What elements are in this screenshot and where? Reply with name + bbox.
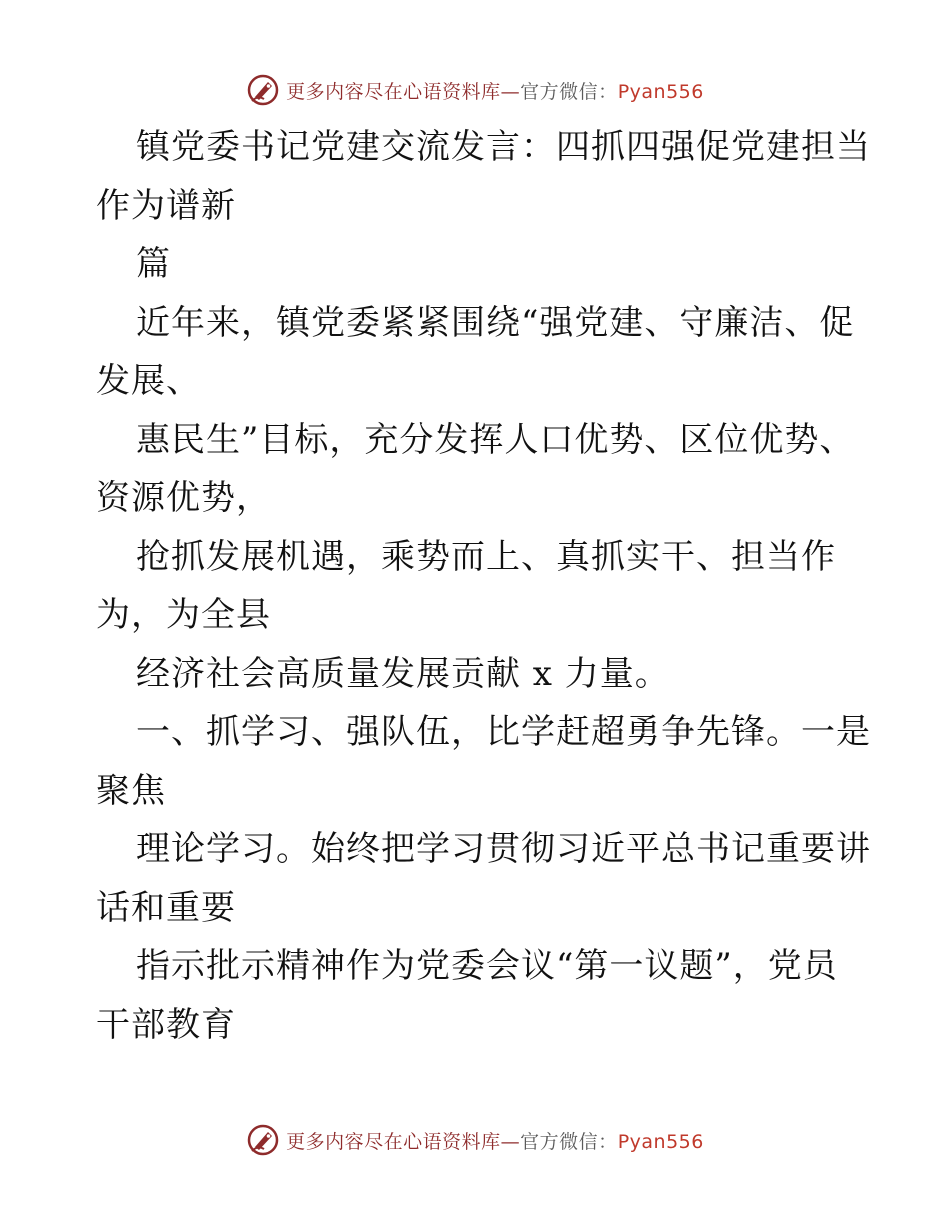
- watermark-handle: Pyan556: [617, 80, 704, 103]
- watermark-label: 官方微信：: [520, 1130, 618, 1153]
- header-watermark: [0, 70, 950, 110]
- watermark-separator: —: [500, 80, 521, 103]
- paragraph-line: 为，为全县: [96, 595, 271, 635]
- paragraph-line: 干部教育: [96, 1004, 236, 1045]
- document-title-line-1: 镇党委书记党建交流发言：四抓四强促党建担当: [136, 127, 871, 167]
- pen-nib-logo-icon: [246, 73, 280, 107]
- paragraph-line: 话和重要: [96, 887, 236, 928]
- paragraph-line: 发展、: [96, 361, 201, 401]
- watermark-label: 官方微信：: [520, 80, 618, 103]
- watermark-handle: Pyan556: [617, 1130, 704, 1153]
- footer-watermark: [0, 1120, 950, 1160]
- paragraph-line: 经济社会高质量发展贡献 x 力量。: [136, 653, 670, 694]
- document-body: [96, 118, 871, 1054]
- paragraph-line: 抢抓发展机遇，乘势而上、真抓实干、担当作: [136, 536, 836, 577]
- paragraph-line: 聚焦: [96, 770, 166, 811]
- paragraph-line: 指示批示精神作为党委会议“第一议题”，党员: [136, 946, 838, 986]
- section-heading-line: 一、抓学习、强队伍，比学赶超勇争先锋。一是: [136, 712, 871, 752]
- paragraph-line: 惠民生”目标，充分发挥人口优势、区位优势、: [136, 419, 855, 460]
- watermark-site-text: 更多内容尽在心语资料库: [286, 80, 501, 103]
- pen-nib-logo-icon: [246, 1123, 280, 1157]
- document-title-line-3: 篇: [136, 244, 171, 284]
- watermark-separator: —: [500, 1130, 521, 1153]
- document-title-line-2: 作为谱新: [96, 185, 236, 226]
- watermark-text: [286, 77, 704, 104]
- paragraph-line: 理论学习。始终把学习贯彻习近平总书记重要讲: [136, 829, 871, 869]
- paragraph-line: 近年来，镇党委紧紧围绕“强党建、守廉洁、促: [136, 302, 855, 343]
- watermark-site-text: 更多内容尽在心语资料库: [286, 1130, 501, 1153]
- paragraph-line: 资源优势，: [96, 478, 271, 518]
- watermark-text: [286, 1127, 704, 1154]
